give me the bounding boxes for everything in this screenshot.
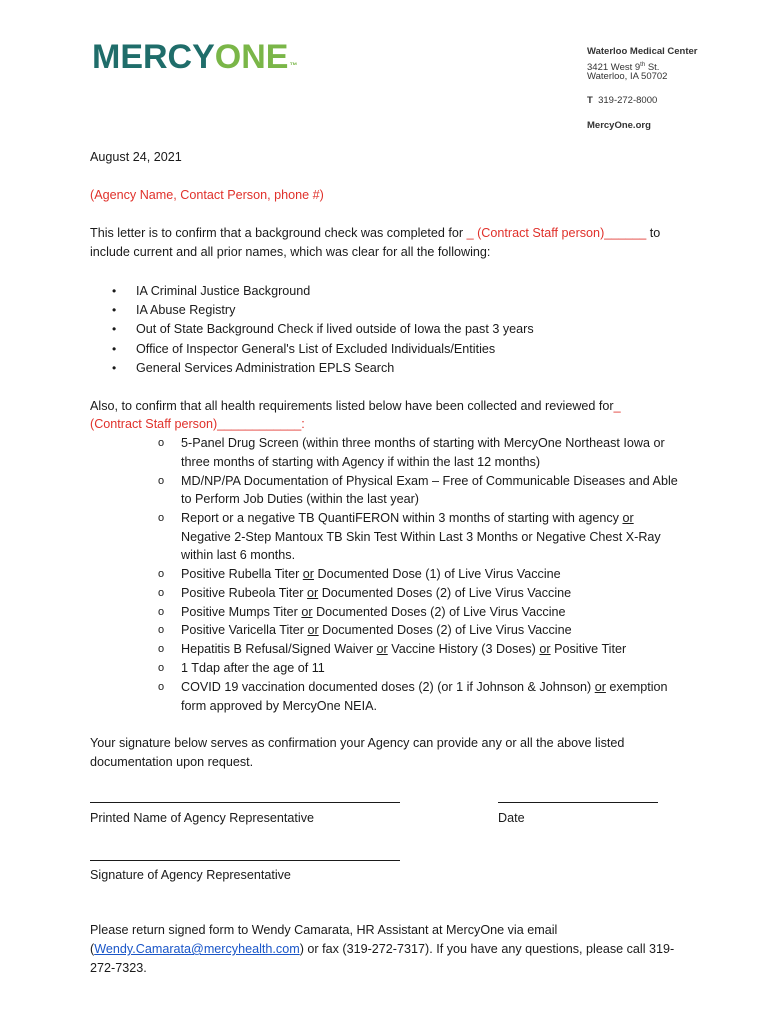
date-label: Date — [498, 811, 525, 825]
bullet-icon: • — [112, 284, 117, 298]
logo-ercy: ERCY — [120, 38, 215, 76]
bullet-icon: • — [112, 322, 117, 336]
paragraph-1-line2: include current and all prior names, which was clear for all the following: — [90, 245, 491, 259]
signature-line[interactable] — [90, 860, 400, 861]
list-item: IA Abuse Registry — [136, 303, 236, 317]
date-line[interactable] — [498, 802, 658, 803]
list-item: Report or a negative TB QuantiFERON within 3 months of starting with agency or — [181, 511, 634, 525]
bullet-icon: • — [112, 303, 117, 317]
circle-bullet-icon: o — [158, 624, 165, 636]
letter-date: August 24, 2021 — [90, 150, 182, 164]
logo-one: ONE — [214, 38, 289, 76]
list-item: Positive Mumps Titer or Documented Doses (2) of Live Virus Vaccine — [181, 605, 566, 619]
list-item: MD/NP/PA Documentation of Physical Exam – Free of Communicable Diseases and Able — [181, 474, 678, 488]
list-item: Out of State Background Check if lived outside of Iowa the past 3 years — [136, 322, 534, 336]
logo-m: M — [92, 38, 121, 76]
paragraph-1-line1: This letter is to confirm that a background check was completed for _ (Contract Staff person)______ to — [90, 226, 661, 240]
mercyone-logo — [92, 40, 297, 83]
circle-bullet-icon: o — [158, 606, 165, 618]
list-item: COVID 19 vaccination documented doses (2) (or 1 if Johnson & Johnson) or exemption — [181, 680, 668, 694]
circle-bullet-icon: o — [158, 643, 165, 655]
center-name: Waterloo Medical Center — [587, 46, 698, 57]
paragraph-3-line1: Your signature below serves as confirmation your Agency can provide any or all the above listed — [90, 736, 625, 750]
list-item-continuation: form approved by MercyOne NEIA. — [181, 699, 377, 713]
list-item: Positive Rubeola Titer or Documented Doses (2) of Live Virus Vaccine — [181, 586, 572, 600]
signature-label: Signature of Agency Representative — [90, 868, 291, 882]
list-item: Positive Rubella Titer or Documented Dose (1) of Live Virus Vaccine — [181, 567, 561, 581]
printed-name-label: Printed Name of Agency Representative — [90, 811, 315, 825]
paragraph-2-line2: (Contract Staff person)____________: — [90, 417, 305, 431]
list-item: Positive Varicella Titer or Documented Doses (2) of Live Virus Vaccine — [181, 623, 572, 637]
bullet-icon: • — [112, 342, 117, 356]
paragraph-2-line1: Also, to confirm that all health requirements listed below have been collected and reviewed for_ — [90, 399, 621, 413]
list-item-continuation: to Perform Job Duties (within the last year) — [181, 492, 419, 506]
circle-bullet-icon: o — [158, 437, 165, 449]
paragraph-3-line2: documentation upon request. — [90, 755, 254, 769]
list-item: Office of Inspector General's List of Excluded Individuals/Entities — [136, 342, 496, 356]
list-item: 5-Panel Drug Screen (within three months of starting with MercyOne Northeast Iowa or — [181, 436, 665, 450]
footer-line3: 272-7323. — [90, 961, 147, 975]
phone-line: T 319-272-8000 — [587, 95, 658, 106]
list-item: IA Criminal Justice Background — [136, 284, 311, 298]
address-line1: 3421 West 9th St. — [587, 62, 660, 74]
circle-bullet-icon: o — [158, 568, 165, 580]
list-item-continuation: within last 6 months. — [181, 548, 296, 562]
recipient-placeholder: (Agency Name, Contact Person, phone #) — [90, 188, 324, 202]
circle-bullet-icon: o — [158, 587, 165, 599]
logo-trademark: ™ — [289, 61, 298, 70]
circle-bullet-icon: o — [158, 681, 165, 693]
list-item: 1 Tdap after the age of 11 — [181, 661, 325, 675]
list-item: General Services Administration EPLS Search — [136, 361, 395, 375]
footer-line1: Please return signed form to Wendy Camarata, HR Assistant at MercyOne via email — [90, 923, 558, 937]
website[interactable]: MercyOne.org — [587, 120, 651, 131]
bullet-icon: • — [112, 361, 117, 375]
circle-bullet-icon: o — [158, 475, 165, 487]
email-link[interactable]: Wendy.Camarata@mercyhealth.com — [94, 942, 300, 956]
list-item: Hepatitis B Refusal/Signed Waiver or Vaccine History (3 Doses) or Positive Titer — [181, 642, 627, 656]
list-item-continuation: three months of starting with Agency if within the last 12 months) — [181, 455, 541, 469]
circle-bullet-icon: o — [158, 512, 165, 524]
footer-line2: (Wendy.Camarata@mercyhealth.com) or fax (319-272-7317). If you have any questions, please call 319- — [90, 942, 675, 956]
printed-name-line[interactable] — [90, 802, 400, 803]
circle-bullet-icon: o — [158, 662, 165, 674]
address-line2: Waterloo, IA 50702 — [587, 71, 668, 82]
list-item-continuation: Negative 2-Step Mantoux TB Skin Test Within Last 3 Months or Negative Chest X-Ray — [181, 530, 661, 544]
